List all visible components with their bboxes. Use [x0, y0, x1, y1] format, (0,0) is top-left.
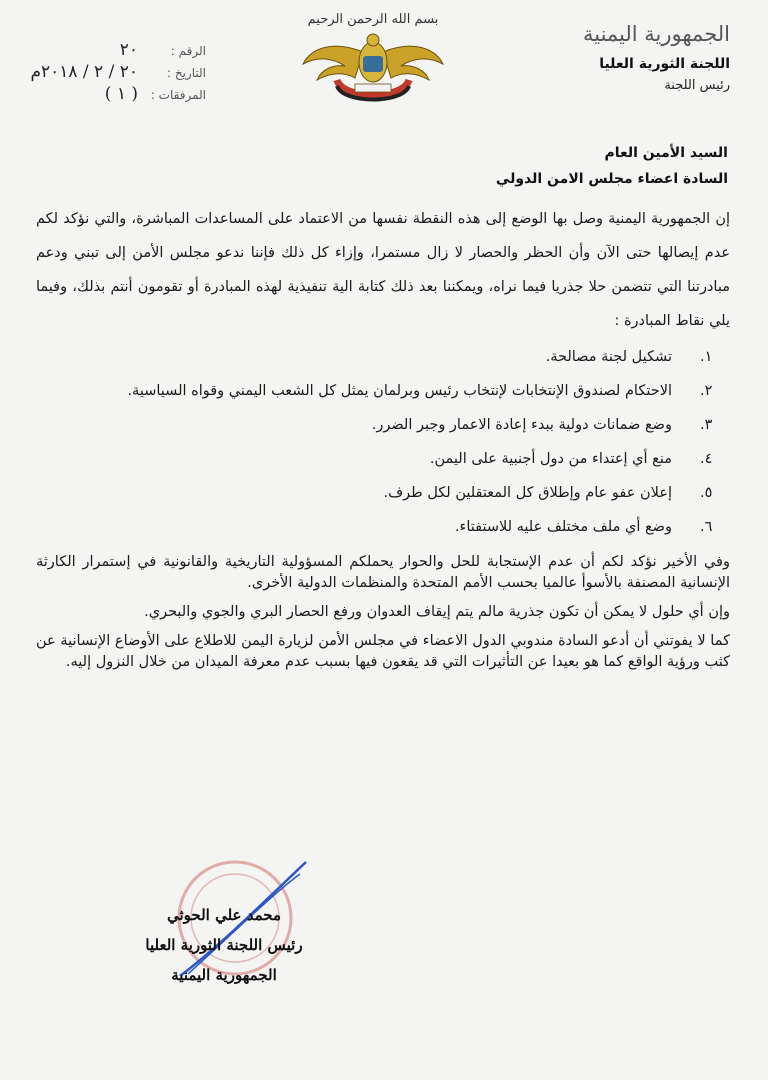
closing-paragraph-1: وفي الأخير نؤكد لكم أن عدم الإستجابة للحل والحوار يحملكم المسؤولية التاريخية والقانونية في إستمرار الكارثة الإنسانية المصنفة بالأسوأ عالميا بحسب الأمم المتحدة والمنظمات الدولية الأخرى.	[36, 554, 730, 591]
yemen-eagle-emblem-icon	[298, 12, 448, 112]
republic-title: الجمهورية اليمنية	[582, 22, 730, 46]
addressee	[496, 140, 728, 192]
point-text: تشكيل لجنة مصالحة.	[545, 349, 672, 365]
point-number: ٤.	[700, 451, 713, 467]
point-text: الاحتكام لصندوق الإنتخابات لإنتخاب رئيس وبرلمان يمثل كل الشعب اليمني وقواه السياسية.	[127, 383, 672, 399]
letterhead-right	[550, 22, 730, 93]
list-item	[36, 340, 730, 374]
reference-number-label: الرقم :	[170, 44, 206, 58]
list-item	[36, 374, 730, 408]
closing-paragraph-3: كما لا يفوتني أن أدعو السادة مندوبي الدول الاعضاء في مجلس الأمن لزيارة اليمن للاطلاع على الأوضاع الإنسانية عن كثب ورؤية الواقع كما هو بعيدا عن التأثيرات التي قد يقعون فيها بسبب عدم معرفة الميدان من خلال النزول إليه.	[36, 633, 730, 670]
reference-date-value: ٢٠ / ٢ / ٢٠١٨م	[30, 62, 138, 82]
reference-date	[6, 62, 206, 84]
intro-line: وإزاء كل ذلك فإننا ندعو مجلس الأمن إلى تبني ودعم مبادرتنا التي تتضمن حلا جذريا فيما	[36, 245, 730, 295]
chair-office: رئيس اللجنة	[664, 78, 730, 93]
list-item	[36, 476, 730, 510]
signatory-country: الجمهورية اليمنية	[171, 966, 277, 984]
intro-line: نراه، ويمكننا بعد ذلك كتابة الية تنفيذية لهذه المبادرة أو تقومون أنتم بذلك، وفيما يلي نقاط	[36, 279, 730, 329]
reference-attachments-label: المرفقات :	[150, 88, 206, 102]
list-item	[36, 510, 730, 544]
list-item	[36, 408, 730, 442]
signatory-name: محمد علي الحوثي	[167, 906, 281, 924]
signature-block	[124, 900, 324, 990]
addressee-line-1: السيد الأمين العام	[604, 145, 728, 161]
point-text: إعلان عفو عام وإطلاق كل المعتقلين لكل طرف.	[383, 485, 672, 501]
point-text: منع أي إعتداء من دول أجنبية على اليمن.	[429, 451, 672, 467]
point-number: ٥.	[700, 485, 713, 501]
letter-body	[36, 202, 730, 673]
initiative-points	[36, 340, 730, 544]
intro-paragraph	[36, 202, 730, 338]
intro-line: المبادرة :	[614, 313, 671, 329]
reference-number-value: ٢٠	[119, 40, 138, 60]
intro-line: إن الجمهورية اليمنية وصل بها الوضع إلى هذه النقطة نفسها من الاعتماد على المساعدات	[189, 211, 730, 227]
point-number: ١.	[700, 349, 713, 365]
reference-number	[6, 40, 206, 62]
committee-title: اللجنة الثورية العليا	[599, 56, 730, 72]
reference-block	[6, 40, 206, 106]
reference-attachments-value: ( ١ )	[104, 84, 138, 104]
list-item	[36, 442, 730, 476]
point-number: ٢.	[700, 383, 713, 399]
reference-date-label: التاريخ :	[166, 66, 206, 80]
intro-line: المباشرة، والتي نؤكد لكم عدم إيصالها حتى الآن وأن الحظر والحصار لا زال مستمرا،	[36, 211, 730, 261]
point-number: ٦.	[700, 519, 713, 535]
point-number: ٣.	[700, 417, 713, 433]
basmala: بسم الله الرحمن الرحيم	[307, 12, 439, 27]
addressee-line-2: السادة اعضاء مجلس الامن الدولي	[495, 171, 728, 187]
signatory-title: رئيس اللجنة الثورية العليا	[145, 936, 303, 954]
point-text: وضع أي ملف مختلف عليه للاستفتاء.	[454, 519, 672, 535]
closing-paragraph-2: وإن أي حلول لا يمكن أن تكون جذرية مالم يتم إيقاف العدوان ورفع الحصار البري والجوي والبحري.	[144, 604, 730, 620]
reference-attachments	[6, 84, 206, 106]
point-text: وضع ضمانات دولية ببدء إعادة الاعمار وجبر الضرر.	[371, 417, 672, 433]
